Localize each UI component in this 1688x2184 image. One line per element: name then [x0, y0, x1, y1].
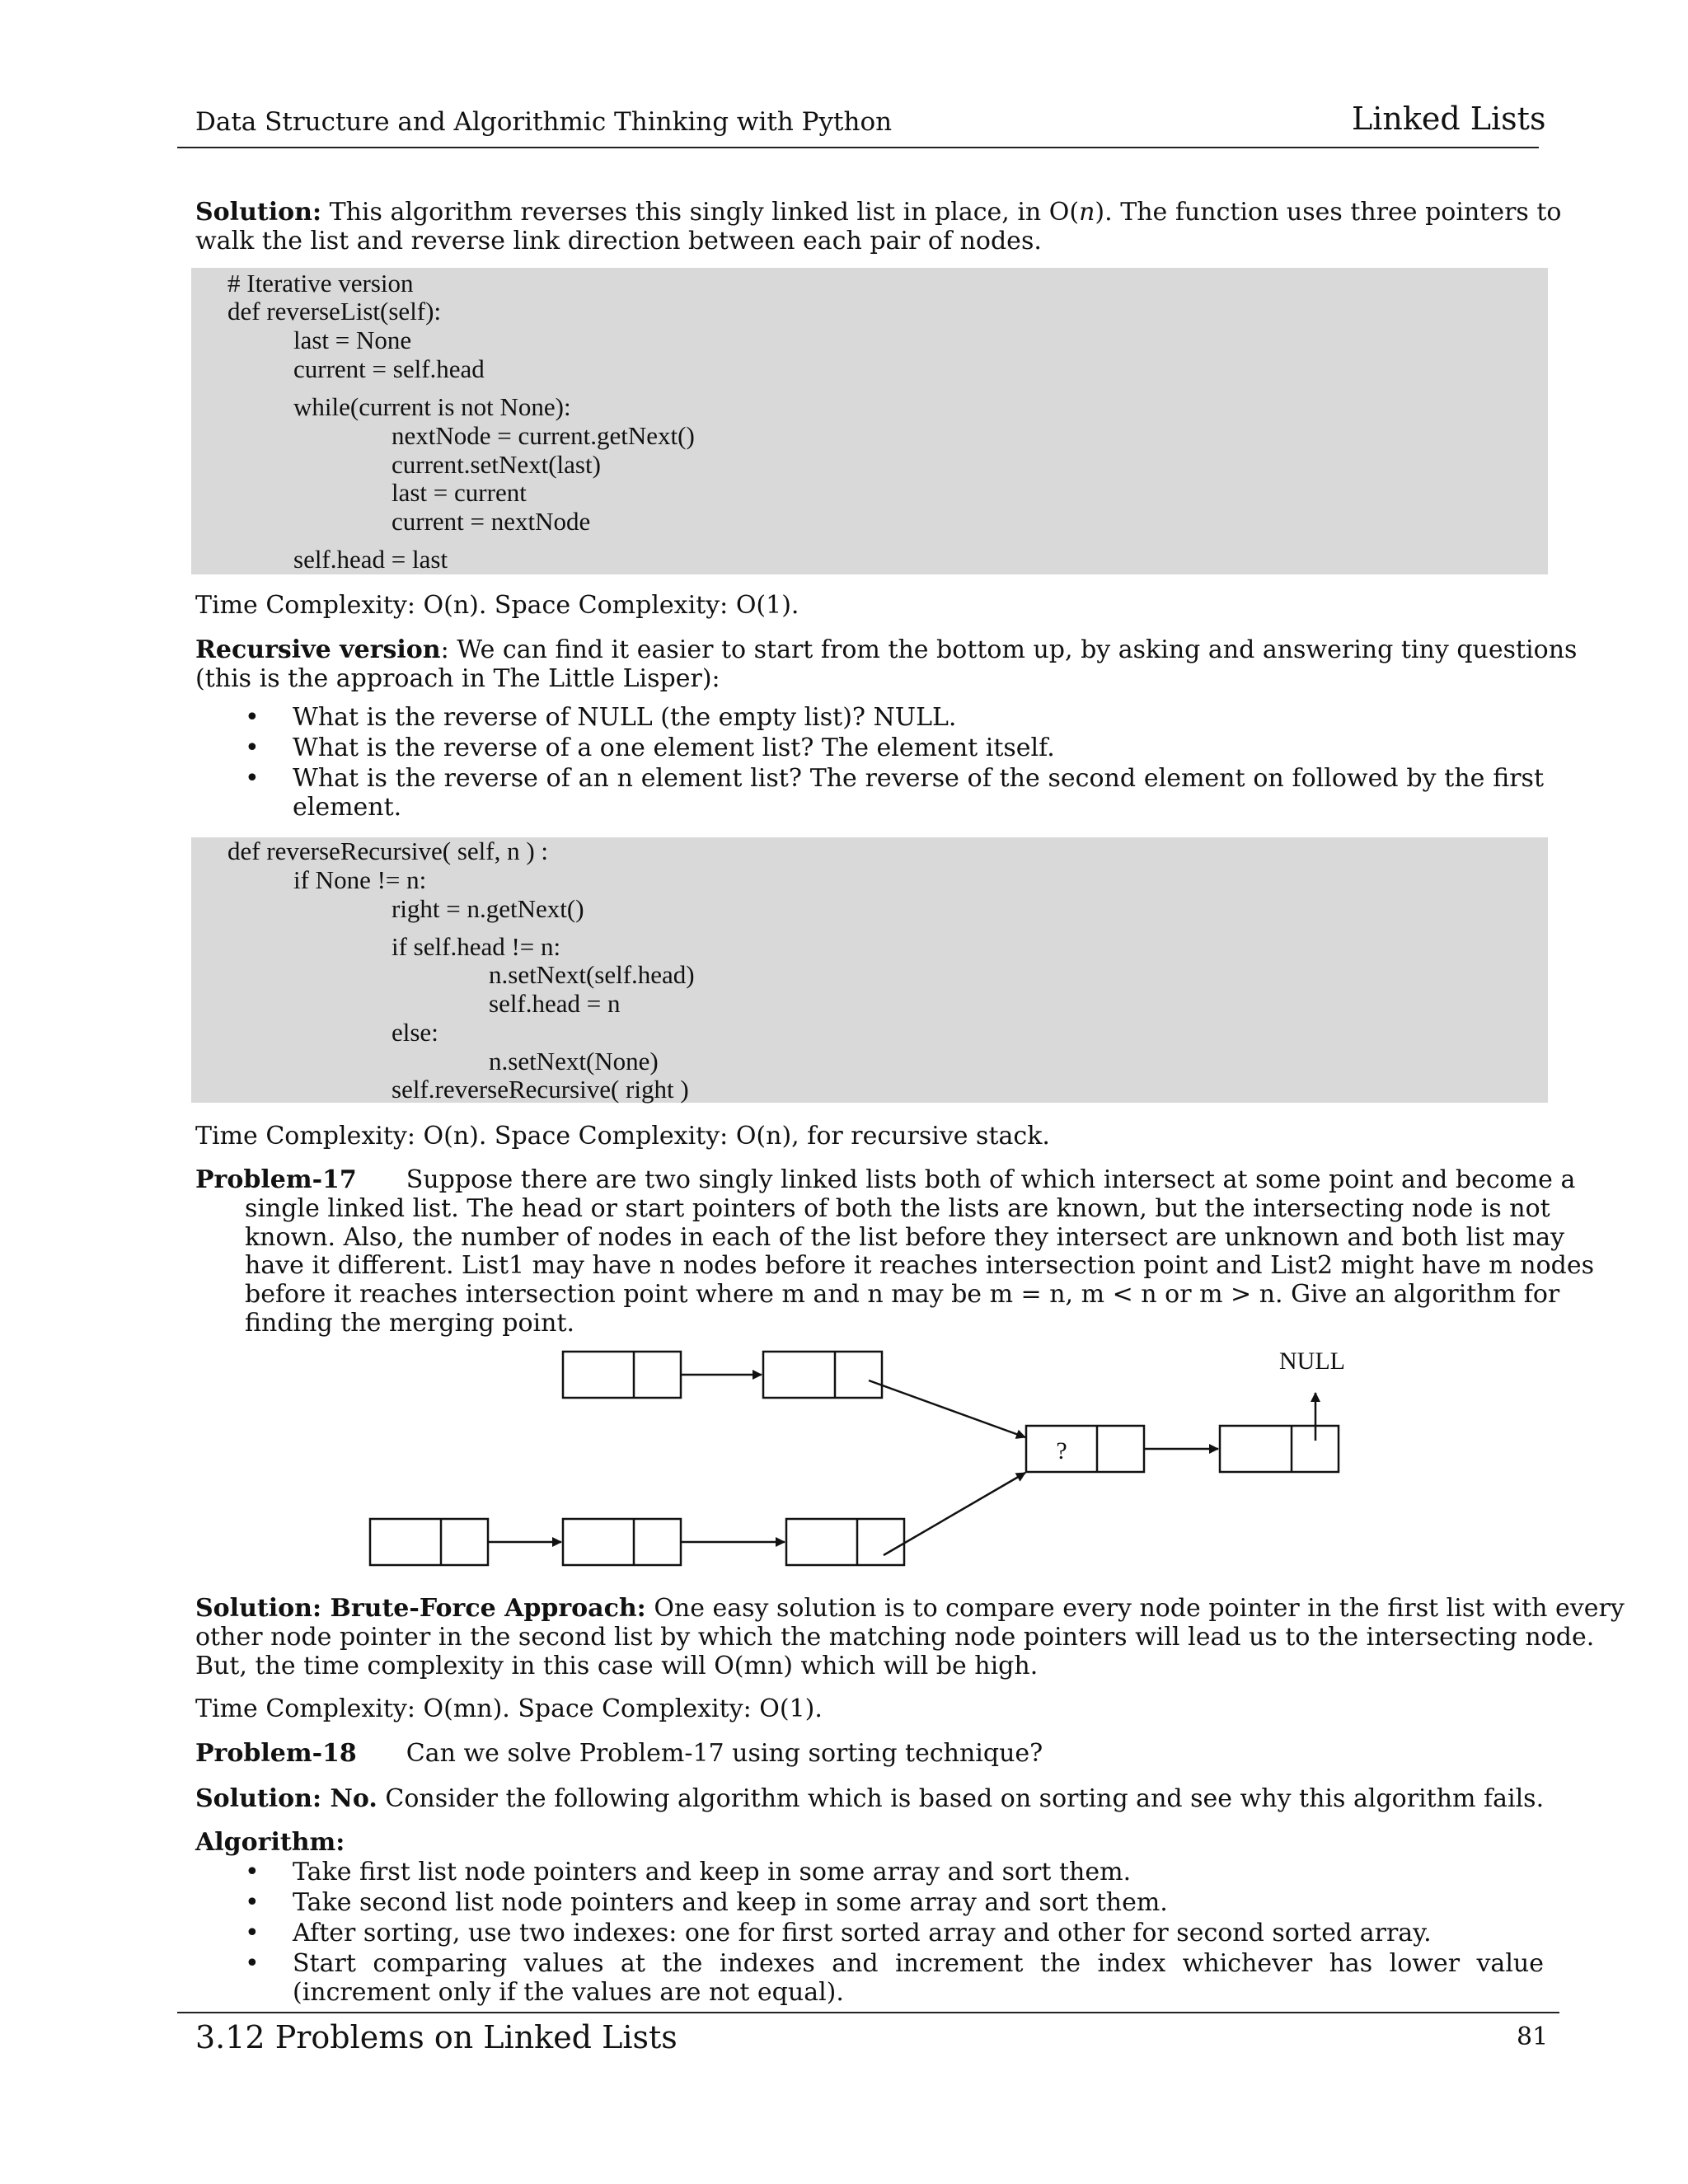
recursive-paragraph-line1: Recursive version: We can find it easier to start from the bottom up, by asking and answering tiny questions	[195, 635, 1578, 664]
code-line: last = None	[293, 326, 412, 354]
brute-force-line1: Solution: Brute-Force Approach: One easy solution is to compare every node pointer in the first list with every	[195, 1594, 1625, 1623]
solution-no: Solution: No. Consider the following algorithm which is based on sorting and see why this algorithm fails.	[195, 1784, 1545, 1813]
bullet-dot: •	[245, 1949, 260, 1978]
section-title: 3.12 Problems on Linked Lists	[195, 2019, 678, 2055]
bullet-dot: •	[245, 703, 260, 732]
list2-node-1	[370, 1519, 488, 1565]
list-item: Take second list node pointers and keep in some array and sort them.	[293, 1888, 1168, 1917]
code-line: if None != n:	[293, 865, 427, 894]
merge-node	[1026, 1426, 1144, 1472]
code-line: def reverseRecursive( self, n ) :	[227, 837, 549, 865]
list-item: Start comparing values at the indexes and increment the index whichever has lower value (increment only if the values are not equal).	[293, 1949, 1544, 2007]
complexity-brute-force: Time Complexity: O(mn). Space Complexity: O(1).	[195, 1694, 823, 1723]
problem17-line5: before it reaches intersection point where m and n may be m = n, m < n or m > n. Give an algorithm for	[245, 1280, 1560, 1309]
problem17-label: Problem-17	[195, 1165, 357, 1194]
solution-paragraph-line1: Solution: This algorithm reverses this singly linked list in place, in O(n). The function uses three pointers to	[195, 198, 1562, 227]
algorithm-heading: Algorithm:	[195, 1828, 345, 1857]
brute-force-line2: other node pointer in the second list by which the matching node pointers will lead us to the intersecting node.	[195, 1623, 1595, 1652]
bullet-dot: •	[245, 1858, 260, 1886]
problem17-line2: single linked list. The head or start pointers of both the lists are known, but the intersecting node is not	[245, 1194, 1550, 1223]
null-label: NULL	[1279, 1347, 1345, 1375]
bullet-dot: •	[245, 764, 260, 793]
brute-force-label: Solution: Brute-Force Approach:	[195, 1594, 646, 1623]
list2-node-2	[563, 1519, 681, 1565]
code-line: nextNode = current.getNext()	[392, 421, 695, 450]
code-line: self.head = n	[489, 989, 621, 1018]
last-node	[1220, 1426, 1339, 1472]
book-title: Data Structure and Algorithmic Thinking with Python	[195, 107, 893, 137]
list-item: What is the reverse of an n element list? The reverse of the second element on followed by the first element.	[293, 764, 1544, 822]
merge-node-label: ?	[1056, 1437, 1067, 1465]
recursive-paragraph-line2: (this is the approach in The Little Lisper):	[195, 664, 720, 693]
page-number: 81	[1517, 2022, 1549, 2051]
code-line: current.setNext(last)	[392, 450, 601, 479]
solution-no-label: Solution: No.	[195, 1784, 377, 1813]
code-line: else:	[392, 1018, 438, 1047]
problem17-line3: known. Also, the number of nodes in each of the list before they intersect are unknown and both list may	[245, 1223, 1565, 1252]
code-line: def reverseList(self):	[227, 297, 442, 326]
problem18: Problem-18 Can we solve Problem-17 using sorting technique?	[195, 1739, 1043, 1768]
bullet-dot: •	[245, 1888, 260, 1917]
code-line: while(current is not None):	[293, 392, 571, 421]
code-line: self.head = last	[293, 545, 448, 574]
code-line: current = nextNode	[392, 507, 591, 536]
solution-paragraph-line2: walk the list and reverse link direction between each pair of nodes.	[195, 227, 1042, 255]
list-item: After sorting, use two indexes: one for first sorted array and other for second sorted array.	[293, 1919, 1432, 1947]
bullet-dot: •	[245, 733, 260, 762]
problem17-line4: have it different. List1 may have n nodes before it reaches intersection point and List2 might have m nodes	[245, 1251, 1594, 1280]
list-item: What is the reverse of NULL (the empty list)? NULL.	[293, 703, 957, 732]
complexity-iterative: Time Complexity: O(n). Space Complexity: O(1).	[195, 591, 799, 620]
problem17-line6: finding the merging point.	[245, 1309, 575, 1338]
chapter-title: Linked Lists	[1352, 101, 1546, 137]
pointer-arrow	[869, 1380, 1025, 1437]
list1-node-1	[563, 1352, 681, 1398]
list1-node-2	[763, 1352, 882, 1398]
footer-rule	[177, 2012, 1559, 2013]
brute-force-line3: But, the time complexity in this case will O(mn) which will be high.	[195, 1652, 1039, 1680]
bullet-dot: •	[245, 1919, 260, 1947]
list2-node-3	[786, 1519, 904, 1565]
code-line: n.setNext(None)	[489, 1047, 659, 1076]
problem18-label: Problem-18	[195, 1739, 357, 1768]
pointer-arrow	[884, 1473, 1025, 1555]
code-line: n.setNext(self.head)	[489, 960, 695, 989]
code-line: if self.head != n:	[392, 932, 561, 961]
list-item: What is the reverse of a one element list? The element itself.	[293, 733, 1055, 762]
code-line: self.reverseRecursive( right )	[392, 1075, 689, 1104]
code-line: last = current	[392, 478, 527, 507]
code-line: # Iterative version	[227, 269, 414, 298]
code-line: current = self.head	[293, 354, 485, 383]
problem17-line1: Problem-17 Suppose there are two singly linked lists both of which intersect at some point and become a	[195, 1165, 1576, 1194]
solution-label: Solution:	[195, 198, 322, 227]
list-item: Take first list node pointers and keep in some array and sort them.	[293, 1858, 1132, 1886]
complexity-recursive: Time Complexity: O(n). Space Complexity: O(n), for recursive stack.	[195, 1122, 1050, 1151]
code-line: right = n.getNext()	[392, 894, 584, 923]
